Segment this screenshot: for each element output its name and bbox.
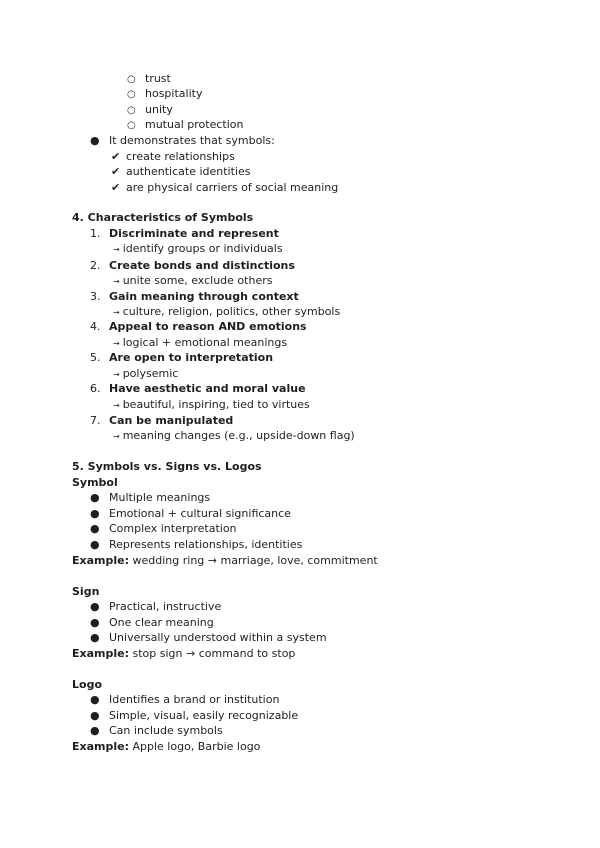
bullet-icon: ● (90, 491, 100, 504)
section-heading: 5. Symbols vs. Signs vs. Logos (72, 460, 262, 473)
example-line: Example: stop sign → command to stop (72, 647, 296, 660)
sub-item: trust (145, 72, 171, 85)
arrow-icon: → (113, 401, 120, 410)
sub-item: mutual protection (145, 118, 244, 131)
bullet-icon: ● (90, 709, 100, 722)
list-item: Identifies a brand or institution (109, 693, 280, 706)
list-item: Emotional + cultural significance (109, 507, 291, 520)
item-detail: → beautiful, inspiring, tied to virtues (113, 398, 310, 411)
subsection-title: Symbol (72, 476, 118, 489)
bullet-icon: ● (90, 522, 100, 535)
bullet-icon: ● (90, 134, 100, 147)
subsection-title: Logo (72, 678, 102, 691)
item-title: Create bonds and distinctions (109, 259, 295, 272)
item-detail: → culture, religion, politics, other symbols (113, 305, 341, 318)
list-item: Universally understood within a system (109, 631, 327, 644)
list-item: Complex interpretation (109, 522, 237, 535)
bullet-icon: ● (90, 724, 100, 737)
item-number: 4. (90, 320, 101, 333)
list-item: Represents relationships, identities (109, 538, 303, 551)
item-detail: → unite some, exclude others (113, 274, 273, 287)
list-item: One clear meaning (109, 616, 214, 629)
sub-item: unity (145, 103, 173, 116)
item-title: Gain meaning through context (109, 290, 299, 303)
item-title: Have aesthetic and moral value (109, 382, 306, 395)
check-item: are physical carriers of social meaning (126, 181, 339, 194)
check-icon: ✔ (111, 165, 121, 178)
hollow-bullet-icon: ○ (127, 105, 136, 116)
arrow-icon: → (113, 277, 120, 286)
hollow-bullet-icon: ○ (127, 120, 136, 131)
example-line: Example: Apple logo, Barbie logo (72, 740, 261, 753)
item-title: Discriminate and represent (109, 227, 279, 240)
list-item: Can include symbols (109, 724, 223, 737)
item-detail: → meaning changes (e.g., upside-down flag) (113, 429, 355, 442)
sub-item: hospitality (145, 87, 203, 100)
item-number: 3. (90, 290, 101, 303)
item-title: Can be manipulated (109, 414, 234, 427)
arrow-icon: → (113, 339, 120, 348)
item-detail: → logical + emotional meanings (113, 336, 288, 349)
bullet-icon: ● (90, 616, 100, 629)
subsection-title: Sign (72, 585, 100, 598)
item-title: Are open to interpretation (109, 351, 274, 364)
bullet-icon: ● (90, 693, 100, 706)
item-number: 2. (90, 259, 101, 272)
bullet-icon: ● (90, 538, 100, 551)
list-item: Practical, instructive (109, 600, 222, 613)
item-title: Appeal to reason AND emotions (109, 320, 307, 333)
arrow-icon: → (113, 245, 120, 254)
example-line: Example: wedding ring → marriage, love, commitment (72, 554, 378, 567)
item-number: 1. (90, 227, 101, 240)
section-heading: 4. Characteristics of Symbols (72, 211, 254, 224)
item-number: 5. (90, 351, 101, 364)
check-icon: ✔ (111, 181, 121, 194)
check-item: authenticate identities (126, 165, 251, 178)
intro-bullet: It demonstrates that symbols: (109, 134, 275, 147)
item-detail: → identify groups or individuals (113, 242, 283, 255)
arrow-icon: → (113, 432, 120, 441)
bullet-icon: ● (90, 507, 100, 520)
arrow-icon: → (113, 308, 120, 317)
bullet-icon: ● (90, 600, 100, 613)
arrow-icon: → (113, 370, 120, 379)
hollow-bullet-icon: ○ (127, 89, 136, 100)
check-icon: ✔ (111, 150, 121, 163)
list-item: Multiple meanings (109, 491, 211, 504)
list-item: Simple, visual, easily recognizable (109, 709, 299, 722)
bullet-icon: ● (90, 631, 100, 644)
item-detail: → polysemic (113, 367, 179, 380)
hollow-bullet-icon: ○ (127, 74, 136, 85)
item-number: 6. (90, 382, 101, 395)
item-number: 7. (90, 414, 101, 427)
check-item: create relationships (126, 150, 235, 163)
